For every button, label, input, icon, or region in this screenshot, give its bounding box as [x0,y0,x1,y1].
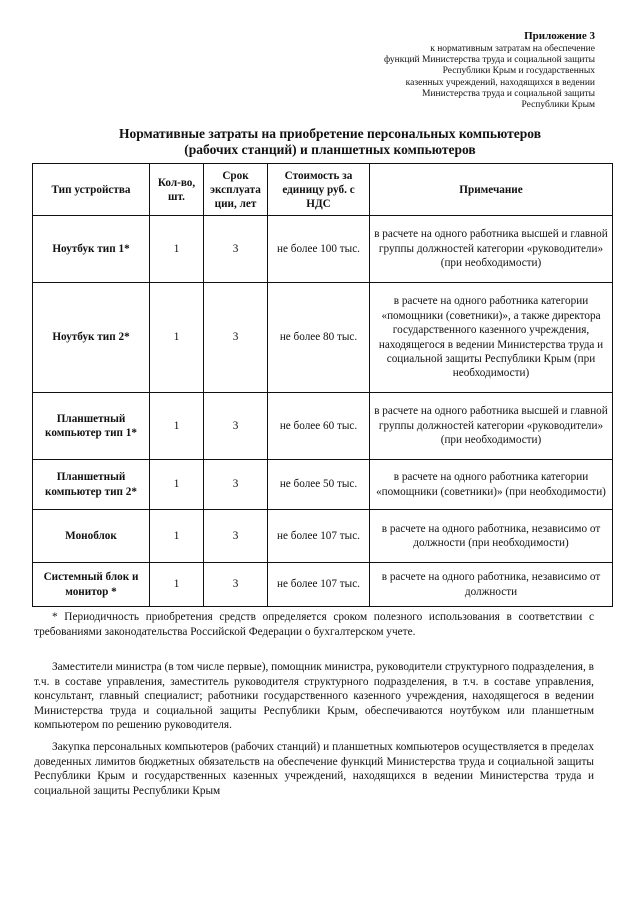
document-title-line: Нормативные затраты на приобретение персональных компьютеров [118,126,542,141]
cell-term: 3 [204,563,268,607]
cell-cost: не более 80 тыс. [268,283,370,393]
table-row [33,563,613,607]
document-title [40,126,620,158]
footnote: * Периодичность приобретения средств определяется сроком полезного использования в соответствии с требованиями законодательства Российской Федерации о бухгалтерском учете. [34,611,594,638]
cell-qty: 1 [150,216,204,283]
cell-note: в расчете на одного работника высшей и главной группы должностей категории «руководители» (при необходимости) [370,393,613,460]
cell-qty: 1 [150,460,204,510]
cell-cost: не более 107 тыс. [268,563,370,607]
cell-device: Ноутбук тип 2* [33,283,150,393]
header-unit-cost: Стоимость за единицу руб. с НДС [268,164,370,216]
cell-device: Планшетный компьютер тип 1* [33,393,150,460]
appendix-header [335,30,595,111]
table-row [33,393,613,460]
cell-note: в расчете на одного работника, независимо от должности [370,563,613,607]
appendix-title: Приложение 3 [524,30,595,42]
table-row [33,283,613,393]
cell-note: в расчете на одного работника высшей и главной группы должностей категории «руководители» (при необходимости) [370,216,613,283]
header-note: Примечание [370,164,613,216]
cell-note: в расчете на одного работника категории «помощники (советники)», а также директора государственного казенного учреждения, находящегося в ведении Министерства труда и социальной защиты Республики Крым (при необходимости) [370,283,613,393]
paragraph-equipment-rule: Заместители министра (в том числе первые), помощник министра, руководители структурного подразделения, в т.ч. в составе управления, заместитель руководителя структурного подразделения, в т.ч. в составе управления, консультант, главный специалист; работники государственного казенного учреждения, находящегося в ведении Министерства труда и социальной защиты Республики Крым, обеспечиваются ноутбуком или планшетным компьютером по решению руководителя. [34,661,594,731]
cell-qty: 1 [150,393,204,460]
cell-term: 3 [204,283,268,393]
cell-note: в расчете на одного работника категории «помощники (советники)» (при необходимости) [370,460,613,510]
table-row [33,510,613,563]
table-row [33,216,613,283]
cell-term: 3 [204,393,268,460]
table-row [33,460,613,510]
cell-device: Системный блок и монитор * [33,563,150,607]
appendix-line: к нормативным затратам на обеспечение [430,44,595,54]
norms-table [32,163,613,607]
appendix-line: Республики Крым и государственных [442,66,595,77]
paragraph-procurement: Закупка персональных компьютеров (рабочих станций) и планшетных компьютеров осуществляется в пределах доведенных лимитов бюджетных обязательств на обеспечение функций Министерства труда и социальной защиты Республики Крым и государственных казенных учреждений, находящихся в ведении Министерства труда и социальной защиты Республики Крым [34,741,594,797]
document-title-line: (рабочих станций) и планшетных компьютеров [184,142,476,157]
cell-device: Планшетный компьютер тип 2* [33,460,150,510]
cell-note: в расчете на одного работника, независимо от должности (при необходимости) [370,510,613,563]
cell-term: 3 [204,460,268,510]
header-device-type: Тип устройства [33,164,150,216]
cell-cost: не более 107 тыс. [268,510,370,563]
cell-device: Моноблок [33,510,150,563]
cell-term: 3 [204,216,268,283]
header-service-life: Срок эксплуата ции, лет [204,164,268,216]
header-quantity: Кол-во, шт. [150,164,204,216]
cell-qty: 1 [150,563,204,607]
cell-cost: не более 50 тыс. [268,460,370,510]
appendix-line: казенных учреждений, находящихся в ведении [405,77,595,88]
appendix-line: Министерства труда и социальной защиты [422,88,595,99]
cell-term: 3 [204,510,268,563]
cell-qty: 1 [150,510,204,563]
appendix-line: Республики Крым [521,100,595,111]
cell-device: Ноутбук тип 1* [33,216,150,283]
cell-qty: 1 [150,283,204,393]
appendix-line: функций Министерства труда и социальной защиты [384,55,595,66]
cell-cost: не более 100 тыс. [268,216,370,283]
cell-cost: не более 60 тыс. [268,393,370,460]
table-header-row [33,164,613,216]
